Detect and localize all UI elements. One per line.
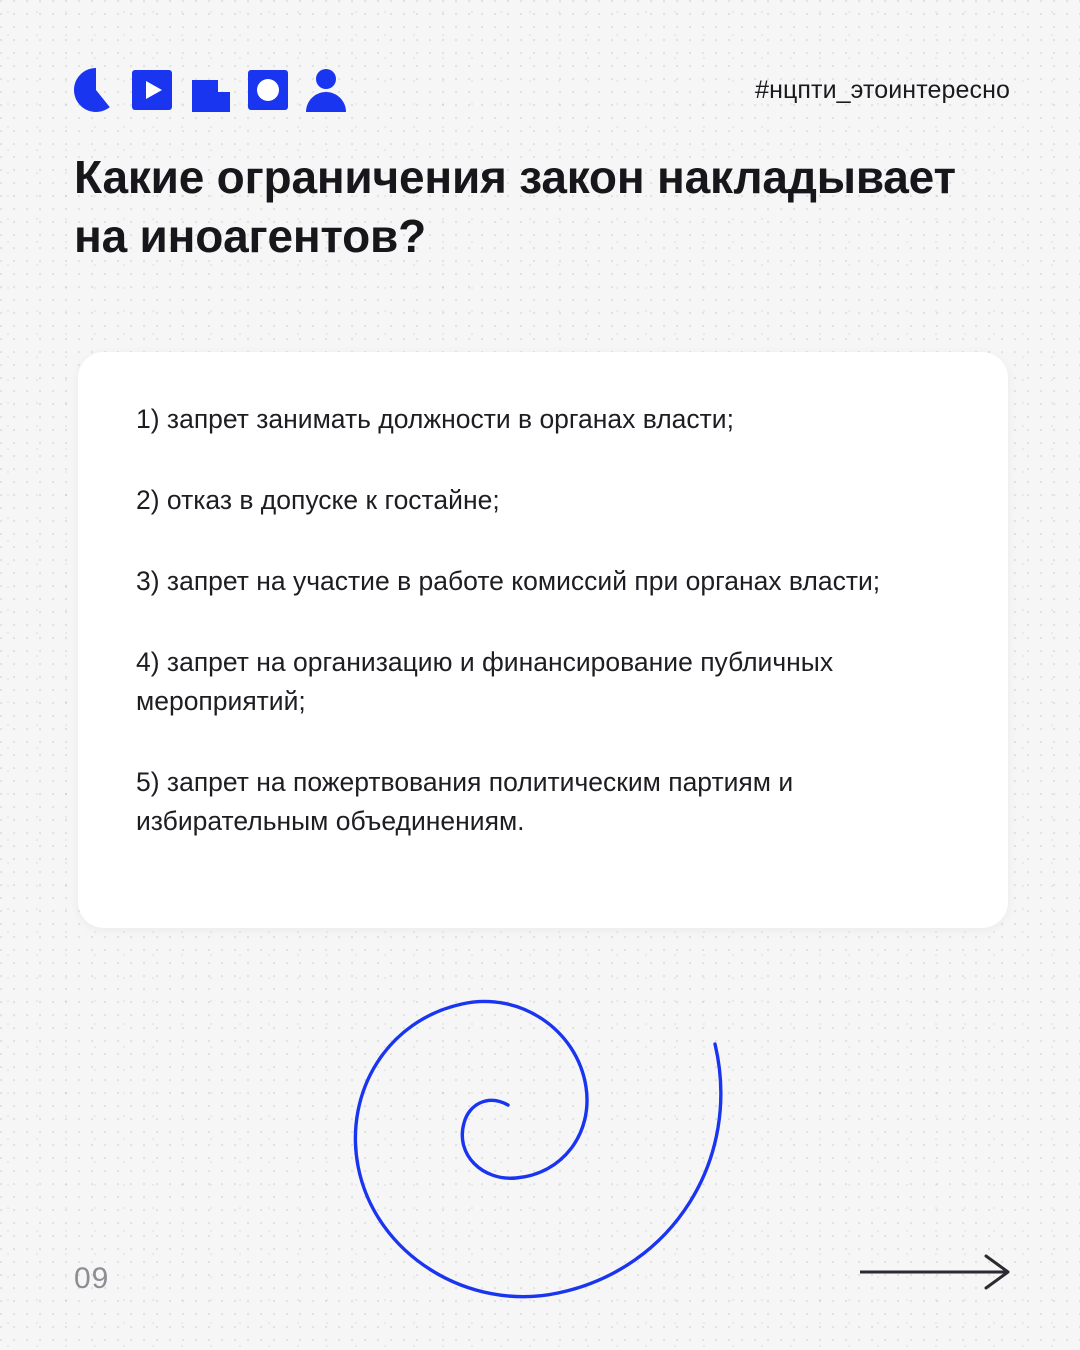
brand-logo [74,69,364,111]
list-item: 4) запрет на организацию и финансирование публичных мероприятий; [136,646,834,716]
content-card [78,352,1008,928]
list-item: 2) отказ в допуске к гостайне; [136,484,500,515]
content-card-body [78,352,1008,841]
page-number: 09 [74,1262,110,1295]
hashtag-label: #нцпти_этоинтересно [755,75,1010,104]
list-item: 5) запрет на пожертвования политическим партиям и избирательным объединениям. [136,766,794,836]
next-arrow-icon[interactable] [858,1252,1018,1292]
page-title: Какие ограничения закон накладывает на иноагентов? [74,151,956,262]
logo-glyphs-icon [74,68,364,112]
list-item: 3) запрет на участие в работе комиссий при органах власти; [136,565,881,596]
spiral-decoration-icon [255,905,795,1350]
list-item: 1) запрет занимать должности в органах власти; [136,404,734,434]
header [74,62,1010,118]
